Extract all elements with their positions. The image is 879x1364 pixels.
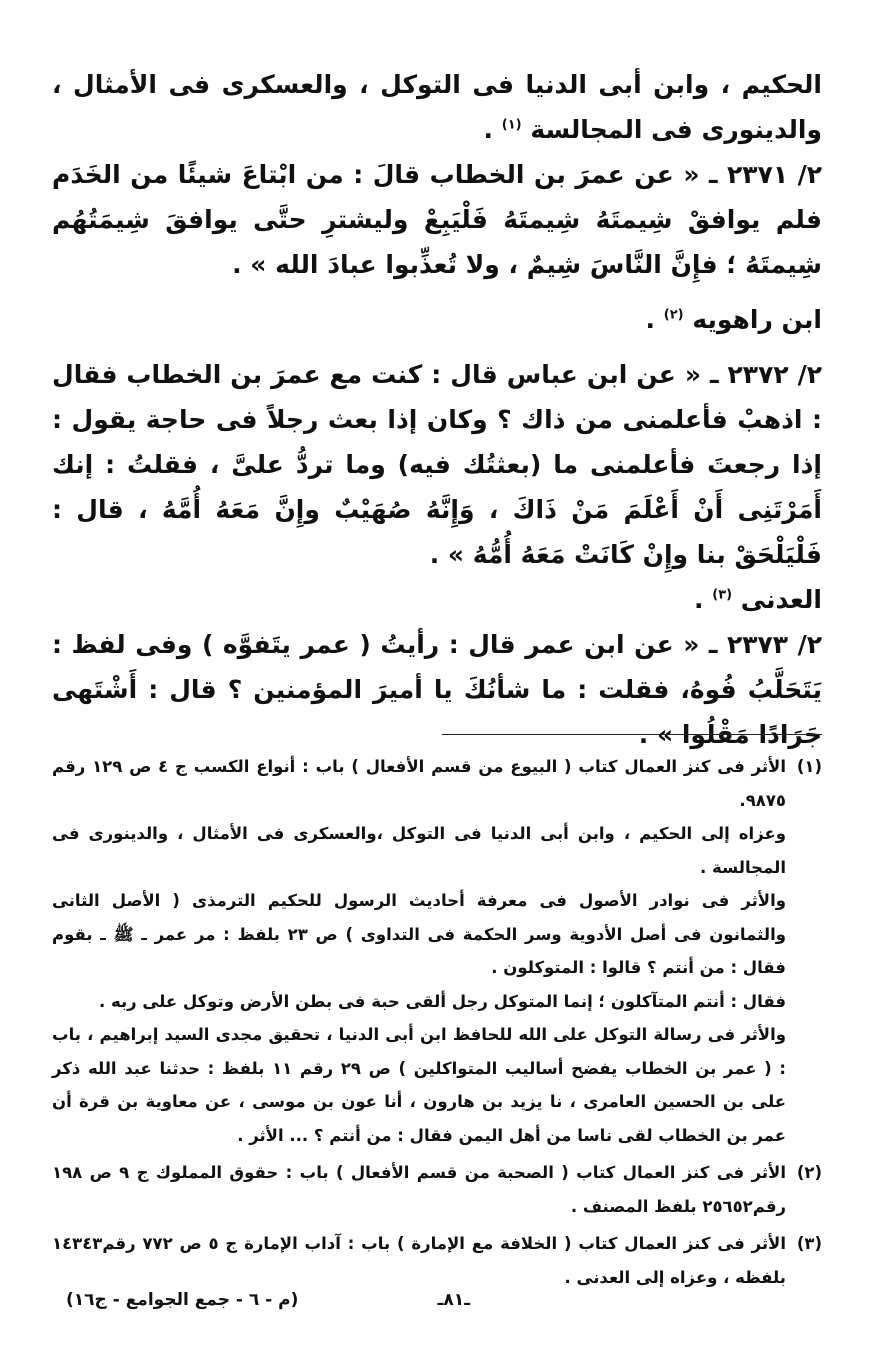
hadith-2371: ٢/ ٢٣٧١ ـ « عن عمرَ بن الخطاب قالَ : من ابْتاعَ شيئًا من الخَدَم فلم يوافقْ شِيمتَهُ شِيمتَهُ فَلْيَبِعْ وليشترِ حتَّى يوافقَ شِيمَتُهُم شِيمتَهُ ؛ فإِنَّ النَّاسَ شِيمٌ ، ولا تُعذِّبوا عبادَ الله » . (52, 160, 822, 279)
footnote-body (52, 1156, 786, 1223)
page-number: ـ٨١ـ (437, 1290, 470, 1310)
signature-mark: (م - ٦ - جمع الجوامع - ج١٦) (66, 1290, 299, 1310)
footnote-paragraph: الأثر فى كنز العمال كتاب ( الخلافة مع الإمارة ) باب : آداب الإمارة ج ٥ ص ٧٧٢ رقم١٤٣٤٣ بلفظه ، وعزاه إلى العدنى . (52, 1234, 786, 1287)
footnote-ref-1: (١) (501, 117, 522, 133)
source-adani (52, 577, 822, 622)
footnote-paragraph: والأثر فى نوادر الأصول فى معرفة أحاديث الرسول للحكيم الترمذى ( الأصل الثانى والثمانون فى أصل الأدوية وسر الحكمة فى التداوى ) ص ٢٣ بلفظ : مر عمر ـ ﷺ ـ بقوم فقال : من أنتم ؟ قالوا : المتوكلون . (52, 891, 786, 977)
footnote-ref-2: (٢) (663, 307, 684, 323)
footnote-2 (52, 1156, 822, 1223)
footnote-1 (52, 750, 822, 1152)
footnote-3 (52, 1227, 822, 1294)
source-text: ابن راهويه (692, 305, 822, 334)
paragraph-1 (52, 62, 822, 152)
footnote-ref-3: (٣) (712, 587, 733, 603)
hadith-2372: ٢/ ٢٣٧٢ ـ « عن ابن عباس قال : كنت مع عمرَ بن الخطاب فقال : اذهبْ فأعلمنى من ذاك ؟ وكان إذا بعث رجلاً فى حاجة يقول : إذا رجعتَ فأعلمنى ما (بعثتُك فيه) وما تردُّ علىَّ ، فقلتُ : إنك أَمَرْتَنِى أَنْ أَعْلَمَ مَنْ ذَاكَ ، وَإِنَّهُ صُهَيْبٌ وإِنَّ مَعَهُ أُمَّهُ ، قال : فَلْيَلْحَقْ بنا وإِنْ كَانَتْ مَعَهُ أُمُّهُ » . (52, 360, 822, 569)
main-text (52, 62, 822, 757)
footnote-number: (١) (796, 757, 822, 776)
source-text: العدنى (740, 585, 822, 614)
source-end: . (645, 305, 664, 334)
source-ibn-rahawayh (52, 297, 822, 342)
page (52, 62, 822, 1332)
footnote-body (52, 1227, 786, 1294)
footnote-divider (442, 734, 822, 735)
footnote-paragraph: فقال : أنتم المتآكلون ؛ إنما المتوكل رجل ألقى حبة فى بطن الأرض وتوكل على ربه . (98, 991, 786, 1011)
hadith-2373: ٢/ ٢٣٧٣ ـ « عن ابن عمر قال : رأيتُ ( عمر يتَفوَّه ) وفى لفظ : يَتَحَلَّبُ فُوهُ، فقلت : ما شأنُكَ يا أميرَ المؤمنين ؟ قال : أَشْتَهى جَرَادًا مَقْلُوا » . (52, 630, 822, 749)
paragraph-1-end: . (483, 115, 502, 144)
footnotes (52, 750, 822, 1298)
footnote-paragraph: وعزاه إلى الحكيم ، وابن أبى الدنيا فى التوكل ،والعسكرى فى الأمثال ، والدينورى فى المجالسة . (52, 824, 786, 877)
source-end: . (694, 585, 713, 614)
footnote-number: (٣) (796, 1234, 822, 1253)
footnote-paragraph: والأثر فى رسالة التوكل على الله للحافظ ابن أبى الدنيا ، تحقيق مجدى السيد إبراهيم ، باب : ( عمر بن الخطاب يفضح أساليب المتواكلين ) ص ٢٩ رقم ١١ بلفظ : حدثنا عبد الله ذكر على بن الحسين العامرى ، نا يزيد بن هارون ، أنا عون بن موسى ، عن معاوية بن قرة أن عمر بن الخطاب لقى ناسا من أهل اليمن فقال : من أنتم ؟ ... الأثر . (52, 1025, 786, 1145)
paragraph-1-text: الحكيم ، وابن أبى الدنيا فى التوكل ، والعسكرى فى الأمثال ، والدينورى فى المجالسة (52, 70, 822, 144)
footnote-paragraph: الأثر فى كنز العمال كتاب ( البيوع من قسم الأفعال ) باب : أنواع الكسب ج ٤ ص ١٢٩ رقم ٩٨٧٥. (52, 757, 786, 810)
footnote-body (52, 750, 786, 1152)
footnote-paragraph: الأثر فى كنز العمال كتاب ( الصحبة من قسم الأفعال ) باب : حقوق المملوك ج ٩ ص ١٩٨ رقم٢٥٦٥٢ بلفظ المصنف . (52, 1163, 786, 1216)
footnote-number: (٢) (796, 1163, 822, 1182)
